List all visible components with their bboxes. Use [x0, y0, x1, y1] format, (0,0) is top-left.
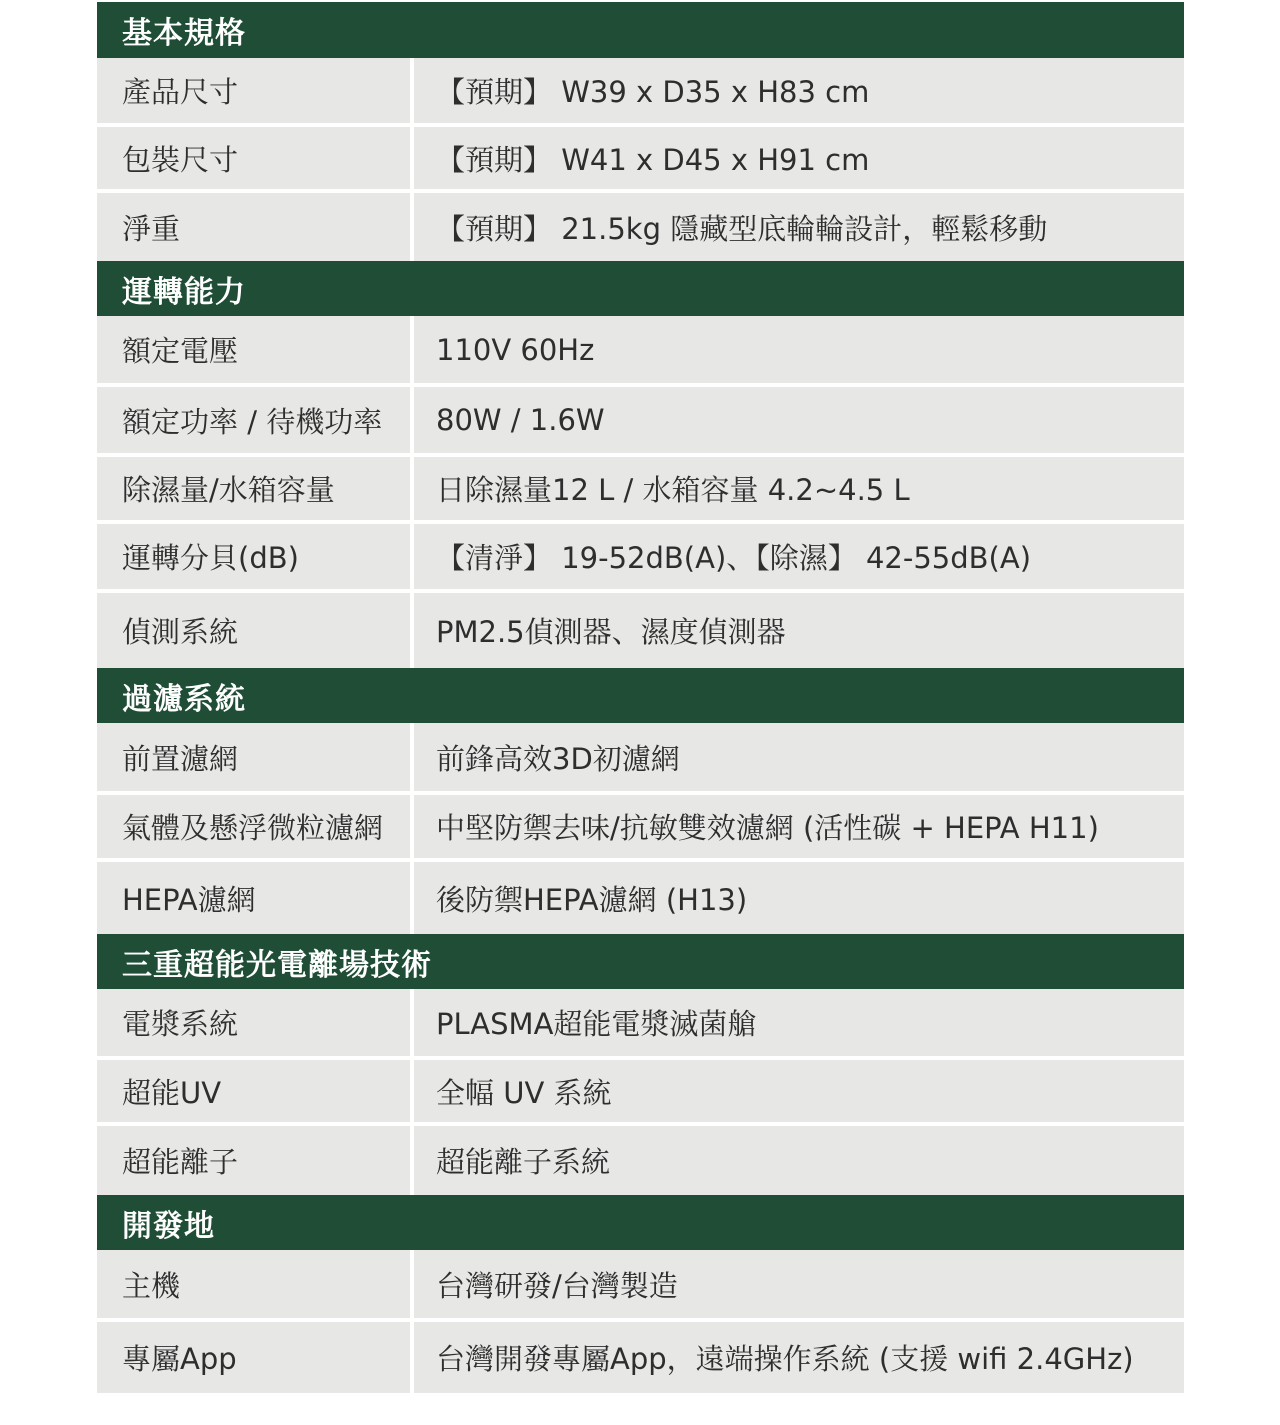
spec-value: 110V 60Hz [414, 316, 1184, 387]
spec-label: 電漿系統 [97, 989, 414, 1060]
section-header: 基本規格 [97, 2, 1184, 58]
section-operation [97, 261, 1184, 668]
spec-value: 日除濕量12 L / 水箱容量 4.2~4.5 L [414, 457, 1184, 524]
spec-label: 額定電壓 [97, 316, 414, 387]
section-header: 運轉能力 [97, 261, 1184, 316]
spec-table [97, 2, 1184, 1393]
spec-value: 【預期】 W41 x D45 x H91 cm [414, 127, 1184, 193]
spec-value: 台灣開發專屬App，遠端操作系統 (支援 wifi 2.4GHz) [414, 1322, 1184, 1393]
section-filter-system [97, 668, 1184, 934]
section-basic-specs [97, 2, 1184, 261]
table-row [97, 193, 1184, 261]
spec-value: 【預期】 21.5kg 隱藏型底輪輪設計，輕鬆移動 [414, 193, 1184, 261]
table-row [97, 127, 1184, 193]
spec-label: 專屬App [97, 1322, 414, 1393]
section-header: 過濾系統 [97, 668, 1184, 723]
spec-value: 台灣研發/台灣製造 [414, 1250, 1184, 1322]
spec-value: 前鋒高效3D初濾網 [414, 723, 1184, 795]
spec-value: 【預期】 W39 x D35 x H83 cm [414, 58, 1184, 127]
spec-label: HEPA濾網 [97, 862, 414, 934]
table-row [97, 1126, 1184, 1195]
spec-label: 偵測系統 [97, 593, 414, 668]
spec-label: 額定功率 / 待機功率 [97, 387, 414, 457]
table-row [97, 989, 1184, 1060]
spec-label: 超能離子 [97, 1126, 414, 1195]
spec-label: 超能UV [97, 1060, 414, 1126]
spec-label: 前置濾網 [97, 723, 414, 795]
table-row [97, 58, 1184, 127]
spec-value: PM2.5偵測器、濕度偵測器 [414, 593, 1184, 668]
spec-value: 80W / 1.6W [414, 387, 1184, 457]
spec-value: 超能離子系統 [414, 1126, 1184, 1195]
spec-label: 包裝尺寸 [97, 127, 414, 193]
section-ionization-tech [97, 934, 1184, 1195]
table-row [97, 1250, 1184, 1322]
table-row [97, 1322, 1184, 1393]
section-header: 開發地 [97, 1195, 1184, 1250]
section-development [97, 1195, 1184, 1393]
table-row [97, 457, 1184, 524]
spec-label: 運轉分貝(dB) [97, 524, 414, 593]
table-row [97, 795, 1184, 862]
spec-value: 【清淨】 19-52dB(A)、【除濕】 42-55dB(A) [414, 524, 1184, 593]
spec-label: 淨重 [97, 193, 414, 261]
spec-value: 中堅防禦去味/抗敏雙效濾網 (活性碳 + HEPA H11) [414, 795, 1184, 862]
spec-value: 全幅 UV 系統 [414, 1060, 1184, 1126]
section-header: 三重超能光電離場技術 [97, 934, 1184, 989]
spec-label: 氣體及懸浮微粒濾網 [97, 795, 414, 862]
spec-value: 後防禦HEPA濾網 (H13) [414, 862, 1184, 934]
spec-label: 除濕量/水箱容量 [97, 457, 414, 524]
table-row [97, 593, 1184, 668]
table-row [97, 524, 1184, 593]
table-row [97, 316, 1184, 387]
table-row [97, 723, 1184, 795]
table-row [97, 387, 1184, 457]
spec-value: PLASMA超能電漿滅菌艙 [414, 989, 1184, 1060]
table-row [97, 862, 1184, 934]
spec-label: 主機 [97, 1250, 414, 1322]
table-row [97, 1060, 1184, 1126]
spec-label: 產品尺寸 [97, 58, 414, 127]
